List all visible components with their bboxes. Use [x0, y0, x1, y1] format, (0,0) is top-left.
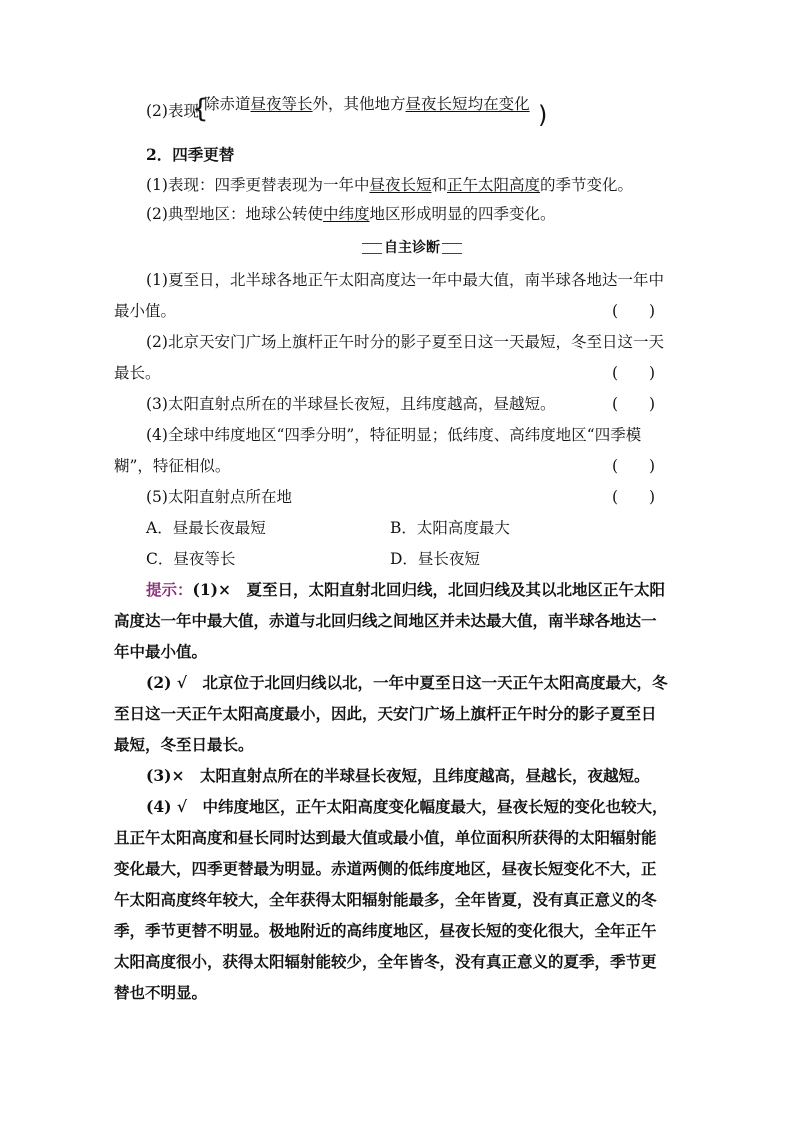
- section2-p2-b: 地区形成明显的四季变化。: [369, 205, 556, 223]
- section2-p1-c: 的季节变化。: [540, 176, 634, 194]
- right-brace-icon: ): [538, 101, 548, 129]
- q1-line1: (1)夏至日，北半球各地正午太阳高度达一年中最大值，南半球各地达一年中: [146, 271, 664, 289]
- section2-p2-a: (2)典型地区：地球公转使: [146, 205, 323, 223]
- s1-text-4: 昼夜长短: [405, 95, 468, 113]
- q3-answer-blank: ( ): [612, 395, 656, 413]
- q5-answer-blank: ( ): [612, 488, 656, 506]
- s1-text-2: 昼夜等长: [250, 95, 313, 113]
- answer1-line3: 年中最小值。: [114, 642, 208, 661]
- q2-answer-blank: ( ): [612, 364, 656, 382]
- q3-line1: (3)太阳直射点所在的半球昼长夜短，且纬度越高，昼越短。: [146, 395, 556, 413]
- left-brace-icon: {: [192, 94, 209, 124]
- answer2-line3: 最短，冬至日最长。: [114, 735, 254, 754]
- self-diagnosis-label: [362, 239, 462, 257]
- answer3-line1: (3)× 太阳直射点所在的半球昼长夜短，且纬度越高，昼越长，夜越短。: [146, 766, 650, 785]
- answer4-line1: (4) √ 中纬度地区，正午太阳高度变化幅度最大，昼夜长短的变化也较大，: [146, 797, 668, 816]
- s1-prefix: (2)表现: [146, 102, 199, 120]
- self-diagnosis-text: 自主诊断: [384, 240, 440, 256]
- q2-line2: 最长。: [114, 364, 161, 382]
- q1-line2: 最小值。: [114, 302, 177, 320]
- option-b: B．太阳高度最大: [390, 519, 510, 537]
- answer4-line6: 太阳高度很小，获得太阳辐射能较少，全年皆冬，没有真正意义的夏季，季节更: [114, 952, 657, 971]
- q4-line1: (4)全球中纬度地区“四季分明”，特征明显；低纬度、高纬度地区“四季模: [146, 426, 642, 444]
- answer4-line5: 季，季节更替不明显。极地附近的高纬度地区，昼夜长短的变化很大，全年正午: [114, 921, 657, 940]
- answer4-line7: 替也不明显。: [114, 983, 208, 1002]
- section2-heading: 2．四季更替: [146, 145, 235, 164]
- q4-line2: 糊”，特征相似。: [114, 457, 231, 475]
- answer1-line2: 高度达一年中最大值，赤道与北回归线之间地区并未达最大值，南半球各地达一: [114, 611, 657, 630]
- option-c: C．昼夜等长: [146, 550, 236, 568]
- answer2-line2: 至日这一天正午太阳高度最小，因此，天安门广场上旗杆正午时分的影子夏至日: [114, 704, 657, 723]
- answer4-line3: 变化最大，四季更替最为明显。赤道两侧的低纬度地区，昼夜长短变化不大，正: [114, 859, 657, 878]
- q5-line1: (5)太阳直射点所在地: [146, 488, 292, 506]
- answer4-line2: 且正午太阳高度和昼长同时达到最大值或最小值，单位面积所获得的太阳辐射能: [114, 828, 657, 847]
- s1-text-1: 除赤道: [204, 95, 251, 113]
- answer1-text-1: (1)× 夏至日，太阳直射北回归线，北回归线及其以北地区正午太阳: [192, 580, 665, 599]
- section2-p2-u: 中纬度: [322, 205, 370, 223]
- section2-p1-u1: 昼夜长短: [369, 176, 432, 194]
- q4-answer-blank: ( ): [612, 457, 656, 475]
- answer4-line4: 午太阳高度终年较大，全年获得太阳辐射能最多，全年皆夏，没有真正意义的冬: [114, 890, 657, 909]
- s1-text-3: 外，其他地方: [312, 95, 406, 113]
- s1-text-5: 均在变化: [467, 95, 530, 113]
- option-a: A．昼最长夜最短: [146, 519, 266, 537]
- section2-p2: [146, 203, 556, 225]
- answer1-line1: [146, 579, 665, 601]
- s1-content: [204, 93, 530, 115]
- section2-p1: [146, 174, 633, 196]
- answer2-line1: (2) √ 北京位于北回归线以北，一年中夏至日这一天正午太阳高度最大，冬: [146, 673, 668, 692]
- hint-label: 提示：: [146, 580, 193, 599]
- section2-p1-a: (1)表现：四季更替表现为一年中: [146, 176, 370, 194]
- section2-p1-u2: 正午太阳高度: [447, 176, 541, 194]
- q1-answer-blank: ( ): [612, 302, 656, 320]
- section2-p1-b: 和: [431, 176, 447, 194]
- option-d: D．昼长夜短: [390, 550, 480, 568]
- q2-line1: (2)北京天安门广场上旗杆正午时分的影子夏至日这一天最短，冬至日这一天: [146, 333, 664, 351]
